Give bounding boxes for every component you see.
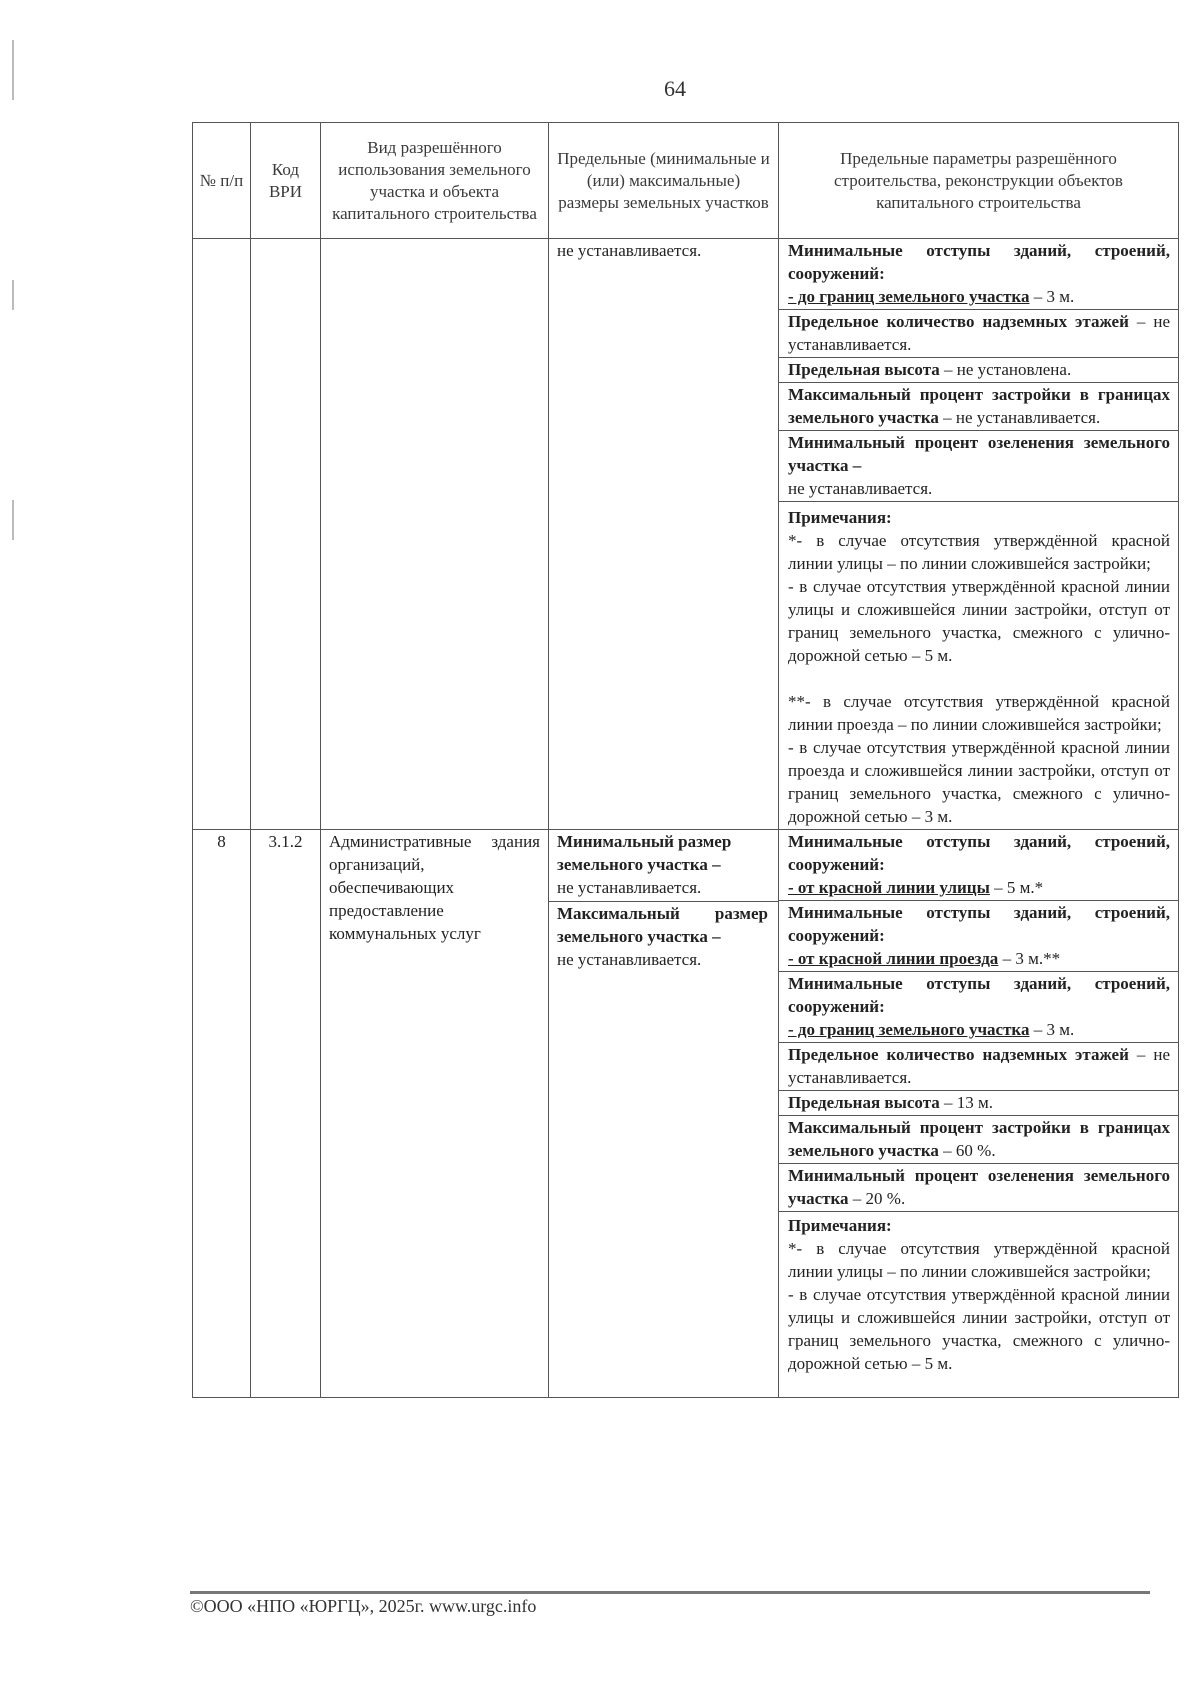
- size-max: [557, 902, 770, 972]
- cell-size-continuation: [549, 239, 779, 830]
- param-label: Максимальный процент застройки в границах земельного участка: [788, 1118, 1170, 1160]
- table-header-row: [193, 123, 1179, 239]
- param-label: Максимальный процент застройки в границах земельного участка: [788, 385, 1170, 427]
- param-value: – не устанавливается.: [788, 1045, 1170, 1087]
- param-notes: [779, 1212, 1178, 1397]
- regulations-table: [192, 122, 1179, 1398]
- header-params: Предельные параметры разрешённого строительства, реконструкции объектов капитального строительства: [779, 123, 1179, 239]
- param-label: Минимальный процент озеленения земельного участка: [788, 1166, 1170, 1208]
- param-label: Предельное количество надземных этажей: [788, 1045, 1129, 1064]
- cell-code-empty: [251, 239, 321, 830]
- notes-title: Примечания:: [788, 1216, 892, 1235]
- size-max-label: Максимальный размер земельного участка –: [557, 904, 768, 946]
- param-label: Предельная высота: [788, 1093, 940, 1112]
- param-setbacks-street: [779, 830, 1178, 901]
- cell-size: [549, 830, 779, 1398]
- param-green-percent: [779, 1164, 1178, 1212]
- size-min-label: Минимальный размер земельного участка –: [557, 832, 732, 874]
- param-notes: [779, 502, 1178, 829]
- cell-num-empty: [193, 239, 251, 830]
- page-number: 64: [664, 76, 686, 101]
- param-setbacks-boundaries: [779, 239, 1178, 310]
- param-value: – не установлена.: [939, 360, 1072, 379]
- cell-type-empty: [321, 239, 549, 830]
- param-setbacks-boundaries: [779, 972, 1178, 1043]
- param-value: – 60 %.: [938, 1141, 996, 1160]
- param-label: Минимальные отступы зданий, строений, сооружений:: [788, 832, 1170, 874]
- note-line: - в случае отсутствия утверждённой красной линии проезда и сложившейся линии застройки, отступ от границ земельного участка, смежного с улично-дорожной сетью – 3 м.: [788, 738, 1170, 826]
- param-value: – 5 м.*: [989, 878, 1044, 897]
- notes-title: Примечания:: [788, 508, 892, 527]
- cell-params-continuation: [779, 239, 1179, 830]
- footer-divider: [190, 1591, 1150, 1594]
- header-type: Вид разрешённого использования земельного участка и объекта капитального строительства: [321, 123, 549, 239]
- cell-code: 3.1.2: [251, 830, 321, 1398]
- size-min-value: не устанавливается.: [557, 878, 702, 897]
- param-label: Минимальные отступы зданий, строений, сооружений:: [788, 241, 1170, 283]
- header-code: Код ВРИ: [251, 123, 321, 239]
- footer-copyright: ©ООО «НПО «ЮРГЦ», 2025г. www.urgc.info: [190, 1596, 537, 1616]
- param-value: – 3 м.**: [998, 949, 1061, 968]
- table-row-8: [193, 830, 1179, 1398]
- param-value: – 20 %.: [848, 1189, 906, 1208]
- param-build-percent: [779, 1116, 1178, 1164]
- param-label: Предельное количество надземных этажей: [788, 312, 1129, 331]
- scan-edge-mark: [12, 500, 14, 540]
- param-sub-label: - от красной линии проезда: [788, 949, 999, 968]
- param-green-percent: [779, 431, 1178, 502]
- cell-params: [779, 830, 1179, 1398]
- param-sub-label: - до границ земельного участка: [788, 287, 1030, 306]
- param-setbacks-driveway: [779, 901, 1178, 972]
- param-label: Минимальные отступы зданий, строений, сооружений:: [788, 903, 1170, 945]
- note-line: - в случае отсутствия утверждённой красной линии улицы и сложившейся линии застройки, отступ от границ земельного участка, смежного с улично-дорожной сетью – 5 м.: [788, 1285, 1170, 1373]
- param-value: не устанавливается.: [788, 479, 933, 498]
- note-line: - в случае отсутствия утверждённой красной линии улицы и сложившейся линии застройки, отступ от границ земельного участка, смежного с улично-дорожной сетью – 5 м.: [788, 577, 1170, 665]
- table-row-continuation: [193, 239, 1179, 830]
- param-label: Минимальные отступы зданий, строений, сооружений:: [788, 974, 1170, 1016]
- scan-edge-mark: [12, 280, 14, 310]
- param-value: – не устанавливается.: [938, 408, 1101, 427]
- param-build-percent: [779, 383, 1178, 431]
- param-label: Минимальный процент озеленения земельного участка –: [788, 433, 1170, 475]
- cell-num: 8: [193, 830, 251, 1398]
- header-size: Предельные (минимальные и (или) максимальные) размеры земельных участков: [549, 123, 779, 239]
- size-max-value: не устанавливается.: [557, 950, 702, 969]
- note-line: **- в случае отсутствия утверждённой красной линии проезда – по линии сложившейся застройки;: [788, 692, 1170, 734]
- cell-type: Административные здания организаций, обеспечивающих предоставление коммунальных услуг: [321, 830, 549, 1398]
- header-num: № п/п: [193, 123, 251, 239]
- param-height: [779, 358, 1178, 383]
- param-sub-label: - до границ земельного участка: [788, 1020, 1030, 1039]
- param-value: – 3 м.: [1029, 1020, 1075, 1039]
- size-text: не устанавливается.: [557, 241, 702, 260]
- note-line: *- в случае отсутствия утверждённой красной линии улицы – по линии сложившейся застройки;: [788, 531, 1170, 573]
- param-value: – 13 м.: [939, 1093, 994, 1112]
- param-label: Предельная высота: [788, 360, 940, 379]
- param-value: – не устанавливается.: [788, 312, 1170, 354]
- param-floors: [779, 1043, 1178, 1091]
- size-min: [549, 830, 778, 902]
- param-sub-label: - от красной линии улицы: [788, 878, 990, 897]
- note-line: *- в случае отсутствия утверждённой красной линии улицы – по линии сложившейся застройки;: [788, 1239, 1170, 1281]
- param-height: [779, 1091, 1178, 1116]
- param-value: – 3 м.: [1029, 287, 1075, 306]
- param-floors: [779, 310, 1178, 358]
